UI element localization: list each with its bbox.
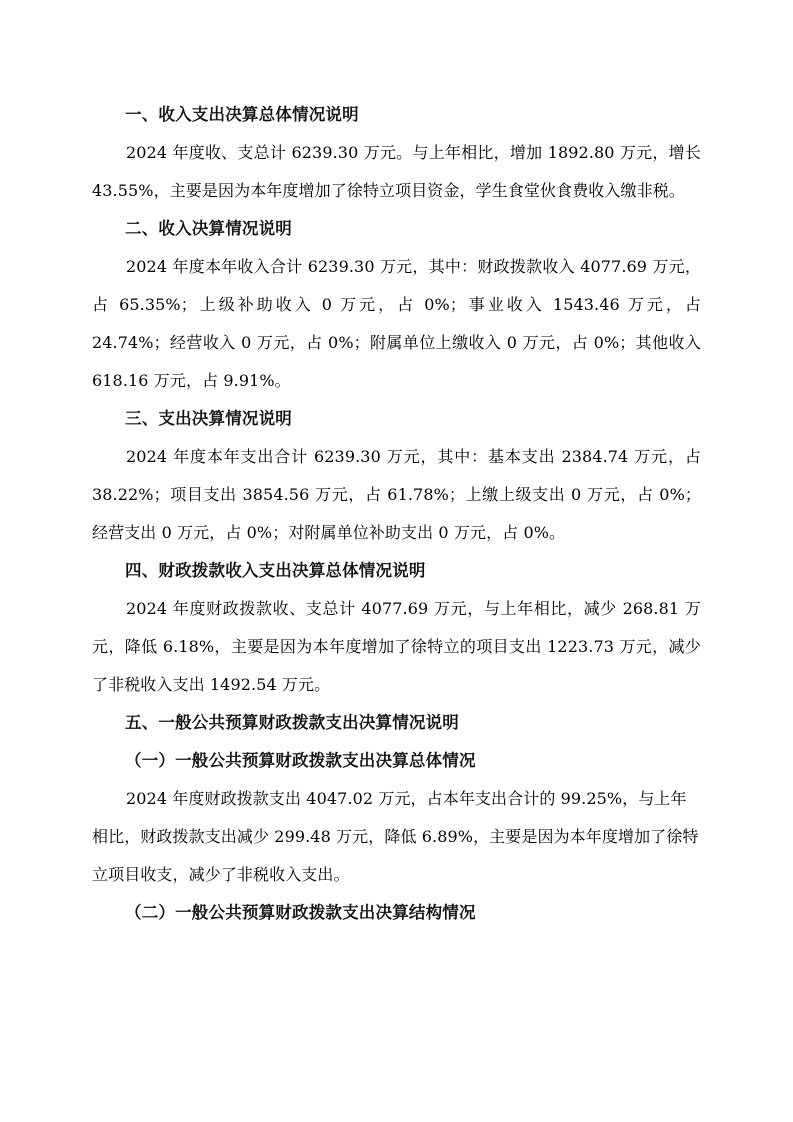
- section-paragraph-3: 2024 年度本年支出合计 6239.30 万元，其中：基本支出 2384.74 万元，占 38.22%；项目支出 3854.56 万元，占 61.78%；上缴上级支出 0 万元，占 0%；经营支出 0 万元，占 0%；对附属单位补助支出 0 万元，占 0%。: [92, 447, 701, 542]
- section-heading-3: 三、支出决算情况说明: [125, 410, 292, 428]
- subsection-paragraph-5-1: 2024 年度财政拨款支出 4047.02 万元，占本年支出合计的 99.25%，与上年相比，财政拨款支出减少 299.48 万元，降低 6.89%，主要是因为本年度增加了徐特立项目收支，减少了非税收入支出。: [92, 789, 699, 884]
- subsection-heading-5-2: （二）一般公共预算财政拨款支出决算结构情况: [125, 904, 476, 922]
- document-body: [92, 96, 701, 932]
- section-heading-5: 五、一般公共预算财政拨款支出决算情况说明: [125, 714, 459, 732]
- section-heading-1: 一、收入支出决算总体情况说明: [125, 106, 359, 124]
- section-paragraph-1: 2024 年度收、支总计 6239.30 万元。与上年相比，增加 1892.80 万元，增长 43.55%，主要是因为本年度增加了徐特立项目资金，学生食堂伙食费收入缴非税。: [92, 143, 701, 200]
- section-heading-4: 四、财政拨款收入支出决算总体情况说明: [125, 562, 426, 580]
- subsection-heading-5-1: （一）一般公共预算财政拨款支出决算总体情况: [125, 752, 476, 770]
- section-heading-2: 二、收入决算情况说明: [125, 220, 292, 238]
- section-paragraph-2: 2024 年度本年收入合计 6239.30 万元，其中：财政拨款收入 4077.69 万元，占 65.35%；上级补助收入 0 万元，占 0%；事业收入 1543.46 万元，占 24.74%；经营收入 0 万元，占 0%；附属单位上缴收入 0 万元，占 0%；其他收入 618.16 万元，占 9.91%。: [92, 257, 701, 390]
- section-paragraph-4: 2024 年度财政拨款收、支总计 4077.69 万元，与上年相比，减少 268.81 万元，降低 6.18%，主要是因为本年度增加了徐特立的项目支出 1223.73 万元，减少了非税收入支出 1492.54 万元。: [92, 599, 701, 694]
